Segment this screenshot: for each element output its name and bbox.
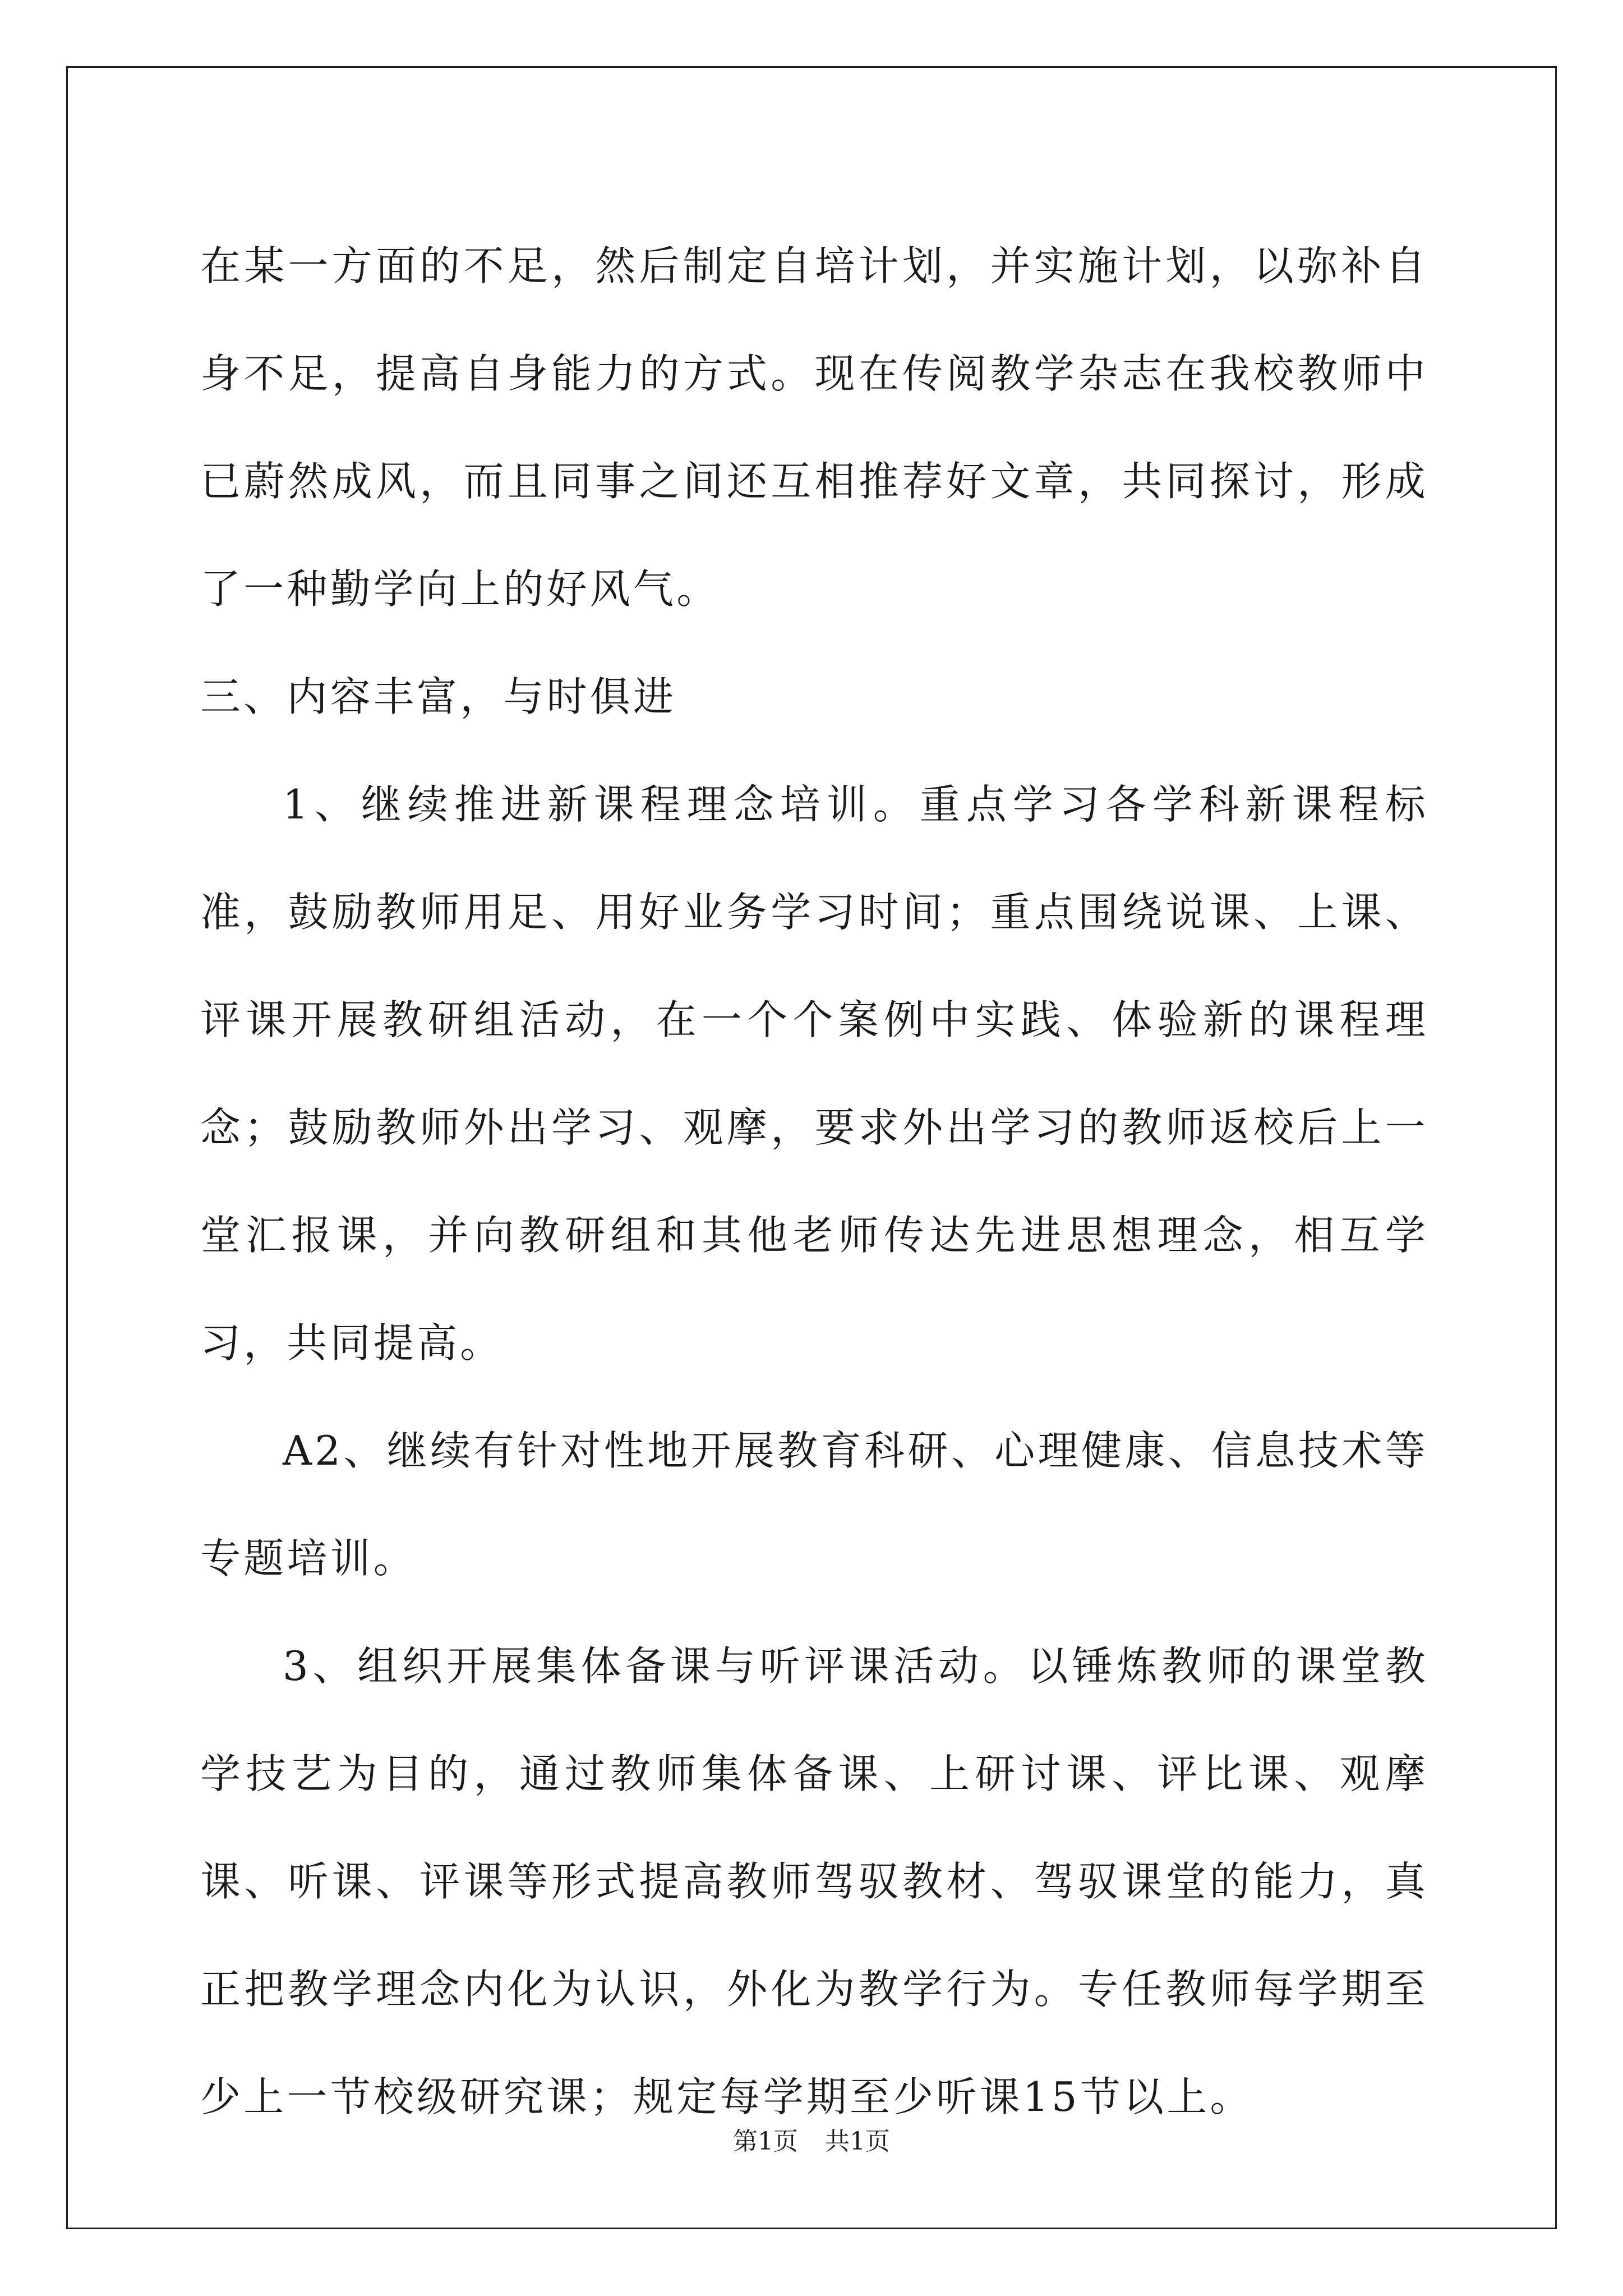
- paragraph-item-2: A2、继续有针对性地开展教育科研、心理健康、信息技术等专题培训。: [200, 1427, 1428, 1582]
- paragraph-1: 在某一方面的不足，然后制定自培计划，并实施计划，以弥补自身不足，提高自身能力的方式。现在传阅教学杂志在我校教师中已蔚然成风，而且同事之间还互相推荐好文章，共同探讨，形成了一种勤学向上的好风气。: [200, 242, 1428, 613]
- page-footer: [0, 2125, 1623, 2159]
- document-body: [200, 212, 1428, 2151]
- page-total: 共1页: [825, 2127, 890, 2156]
- paragraph-item-1: 1、继续推进新课程理念培训。重点学习各学科新课程标准，鼓励教师用足、用好业务学习时间；重点围绕说课、上课、评课开展教研组活动，在一个个案例中实践、体验新的课程理念；鼓励教师外出学习、观摩，要求外出学习的教师返校后上一堂汇报课，并向教研组和其他老师传达先进思想理念，相互学习，共同提高。: [200, 781, 1428, 1366]
- paragraph-item-3: 3、组织开展集体备课与听评课活动。以锤炼教师的课堂教学技艺为目的，通过教师集体备课、上研讨课、评比课、观摩课、听课、评课等形式提高教师驾驭教材、驾驭课堂的能力，真正把教学理念内化为认识，外化为教学行为。专任教师每学期至少上一节校级研究课；规定每学期至少听课15节以上。: [200, 1642, 1428, 2120]
- page-number: 第1页: [733, 2127, 798, 2156]
- section-heading: 三、内容丰富，与时俱进: [200, 673, 677, 720]
